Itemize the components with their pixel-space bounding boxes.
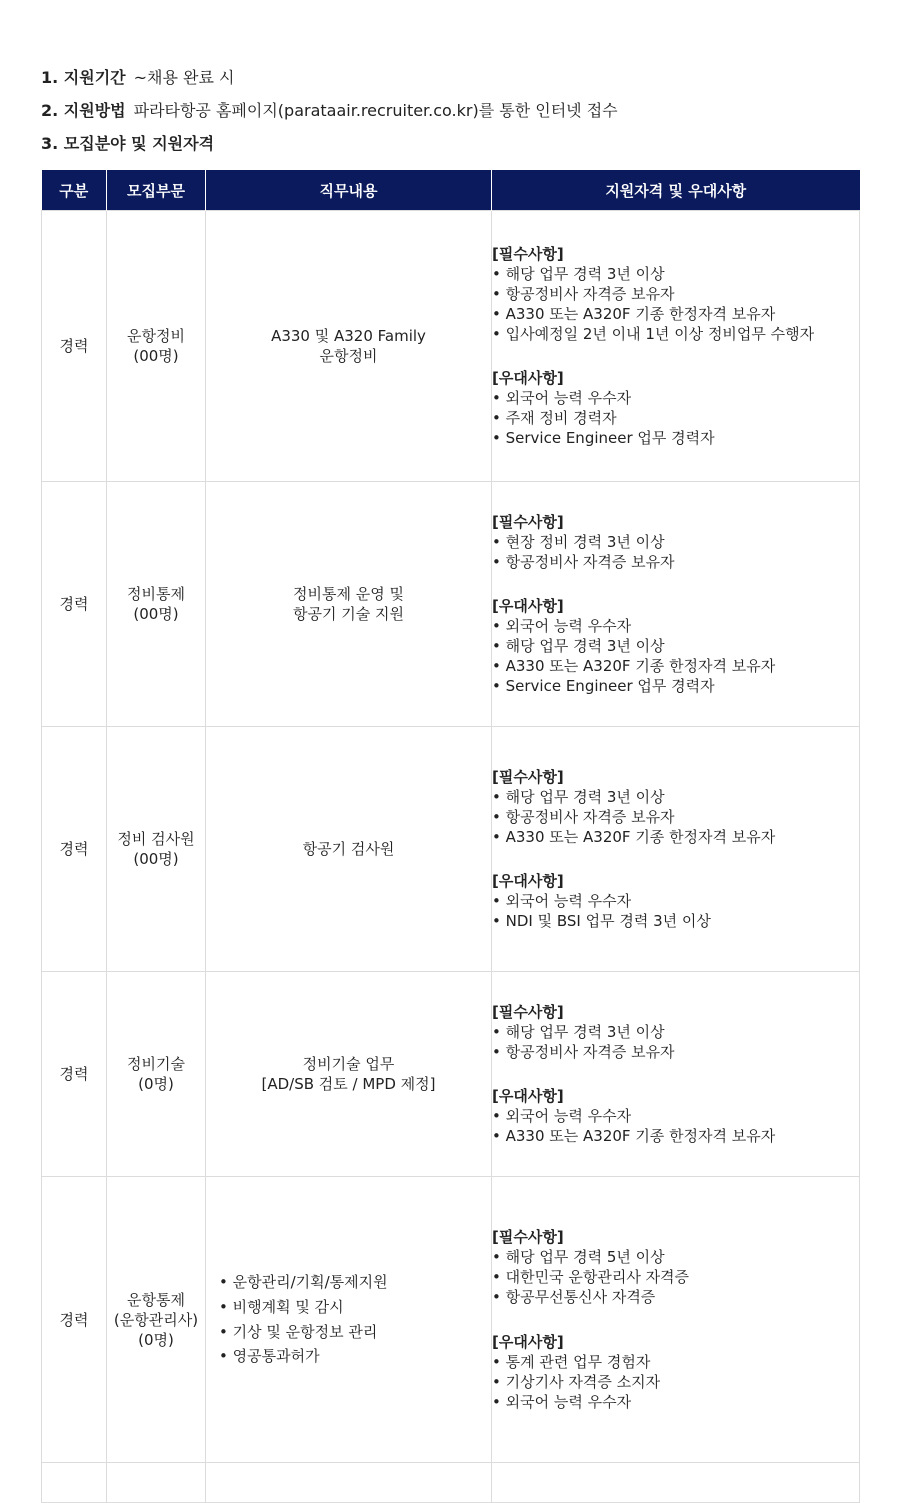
cell-type: 경력 (42, 211, 107, 482)
cell-department (107, 211, 206, 482)
required-item: • 항공정비사 자격증 보유자 (492, 1042, 859, 1062)
department-line: 정비 검사원 (117, 830, 195, 848)
department-line: (00명) (133, 605, 179, 623)
info-fields (41, 132, 618, 165)
duty-line: 운항정비 (319, 347, 378, 365)
application-info (41, 66, 618, 165)
cell-department (107, 727, 206, 972)
required-title: [필수사항] (492, 767, 564, 786)
required-item: • 해당 업무 경력 3년 이상 (492, 1022, 859, 1042)
required-item: • 항공정비사 자격증 보유자 (492, 284, 859, 304)
cell-qualification (492, 972, 860, 1177)
required-item: • A330 또는 A320F 기종 한정자격 보유자 (492, 827, 859, 847)
department-line: (0명) (138, 1075, 174, 1093)
duty-line: [AD/SB 검토 / MPD 제정] (261, 1075, 436, 1093)
required-item: • 해당 업무 경력 3년 이상 (492, 787, 859, 807)
duty-line: 항공기 검사원 (302, 840, 395, 858)
department-line: (00명) (133, 850, 179, 868)
section-gap (492, 572, 859, 597)
section-gap (492, 847, 859, 872)
header-department: 모집부문 (107, 170, 206, 211)
cell-duty (206, 211, 492, 482)
cell-qualification (492, 482, 860, 727)
table-row (42, 1463, 860, 1503)
info-method (41, 99, 618, 132)
department-line: (운항관리사) (113, 1310, 199, 1329)
header-qualification: 지원자격 및 우대사항 (492, 170, 860, 211)
info-label: 1. 지원기간 (41, 68, 126, 87)
cell-type: 경력 (42, 727, 107, 972)
duty-line: 정비통제 운영 및 (293, 585, 404, 603)
cell-empty (42, 1463, 107, 1503)
cell-department (107, 1177, 206, 1463)
preferred-title: [우대사항] (492, 369, 564, 388)
cell-qualification (492, 1177, 860, 1463)
required-item: • 항공무선통신사 자격증 (492, 1287, 859, 1307)
required-title: [필수사항] (492, 512, 564, 531)
required-title: [필수사항] (492, 1002, 564, 1021)
cell-duty (206, 1177, 492, 1463)
cell-empty (206, 1463, 492, 1503)
table-partial-row (42, 1463, 860, 1503)
preferred-item: • A330 또는 A320F 기종 한정자격 보유자 (492, 1126, 859, 1146)
cell-qualification (492, 727, 860, 972)
required-item: • 현장 정비 경력 3년 이상 (492, 532, 859, 552)
table-row (42, 972, 860, 1177)
department-line: (00명) (133, 347, 179, 365)
preferred-title: [우대사항] (492, 1087, 564, 1106)
cell-duty (206, 972, 492, 1177)
required-item: • 해당 업무 경력 5년 이상 (492, 1247, 859, 1267)
required-item: • 대한민국 운항관리사 자격증 (492, 1267, 859, 1287)
cell-duty (206, 727, 492, 972)
duty-item: • 영공통과허가 (219, 1344, 491, 1369)
section-gap (492, 1062, 859, 1087)
preferred-title: [우대사항] (492, 872, 564, 891)
section-gap (492, 1307, 859, 1332)
preferred-item: • 해당 업무 경력 3년 이상 (492, 636, 859, 656)
duty-line: 정비기술 업무 (302, 1055, 395, 1073)
info-value: 파라타항공 홈페이지(parataair.recruiter.co.kr)를 통한 인터넷 접수 (133, 101, 618, 120)
department-line: (0명) (138, 1330, 174, 1349)
required-item: • 항공정비사 자격증 보유자 (492, 552, 859, 572)
preferred-title: [우대사항] (492, 597, 564, 616)
required-item: • 항공정비사 자격증 보유자 (492, 807, 859, 827)
table-row (42, 1177, 860, 1463)
preferred-item: • NDI 및 BSI 업무 경력 3년 이상 (492, 911, 859, 931)
info-label: 3. 모집분야 및 지원자격 (41, 134, 215, 153)
department-line: 정비통제 (127, 585, 185, 603)
duty-item: • 운항관리/기획/통제지원 (219, 1270, 491, 1295)
info-value: ~채용 완료 시 (133, 68, 235, 87)
cell-type: 경력 (42, 972, 107, 1177)
department-line: 정비기술 (127, 1055, 185, 1073)
cell-type: 경력 (42, 1177, 107, 1463)
table-row (42, 727, 860, 972)
cell-department (107, 972, 206, 1177)
duty-item: • 기상 및 운항정보 관리 (219, 1320, 491, 1345)
duty-list (206, 1270, 491, 1368)
preferred-item: • A330 또는 A320F 기종 한정자격 보유자 (492, 656, 859, 676)
preferred-item: • 외국어 능력 우수자 (492, 1106, 859, 1126)
duty-line: 항공기 기술 지원 (293, 605, 404, 623)
preferred-item: • 통계 관련 업무 경험자 (492, 1352, 859, 1372)
required-title: [필수사항] (492, 244, 564, 263)
preferred-item: • 외국어 능력 우수자 (492, 1392, 859, 1412)
recruitment-table (41, 170, 860, 1503)
cell-department (107, 482, 206, 727)
cell-qualification (492, 211, 860, 482)
table-row (42, 211, 860, 482)
duty-item: • 비행계획 및 감시 (219, 1295, 491, 1320)
preferred-item: • Service Engineer 업무 경력자 (492, 676, 859, 696)
preferred-item: • 외국어 능력 우수자 (492, 616, 859, 636)
preferred-item: • 외국어 능력 우수자 (492, 891, 859, 911)
cell-empty (492, 1463, 860, 1503)
required-item: • 입사예정일 2년 이내 1년 이상 정비업무 수행자 (492, 324, 859, 344)
duty-line: A330 및 A320 Family (271, 327, 426, 345)
preferred-title: [우대사항] (492, 1332, 564, 1351)
table-header-row (42, 170, 860, 211)
info-period (41, 66, 618, 99)
cell-duty (206, 482, 492, 727)
table-row (42, 482, 860, 727)
department-line: 운항통제 (127, 1290, 185, 1309)
preferred-item: • 기상기사 자격증 소지자 (492, 1372, 859, 1392)
header-type: 구분 (42, 170, 107, 211)
info-label: 2. 지원방법 (41, 101, 126, 120)
preferred-item: • 주재 정비 경력자 (492, 408, 859, 428)
table-body (42, 211, 860, 1463)
header-duty: 직무내용 (206, 170, 492, 211)
cell-empty (107, 1463, 206, 1503)
required-title: [필수사항] (492, 1228, 564, 1247)
preferred-item: • Service Engineer 업무 경력자 (492, 428, 859, 448)
department-line: 운항정비 (127, 327, 185, 345)
preferred-item: • 외국어 능력 우수자 (492, 388, 859, 408)
required-item: • A330 또는 A320F 기종 한정자격 보유자 (492, 304, 859, 324)
cell-type: 경력 (42, 482, 107, 727)
required-item: • 해당 업무 경력 3년 이상 (492, 264, 859, 284)
section-gap (492, 344, 859, 369)
